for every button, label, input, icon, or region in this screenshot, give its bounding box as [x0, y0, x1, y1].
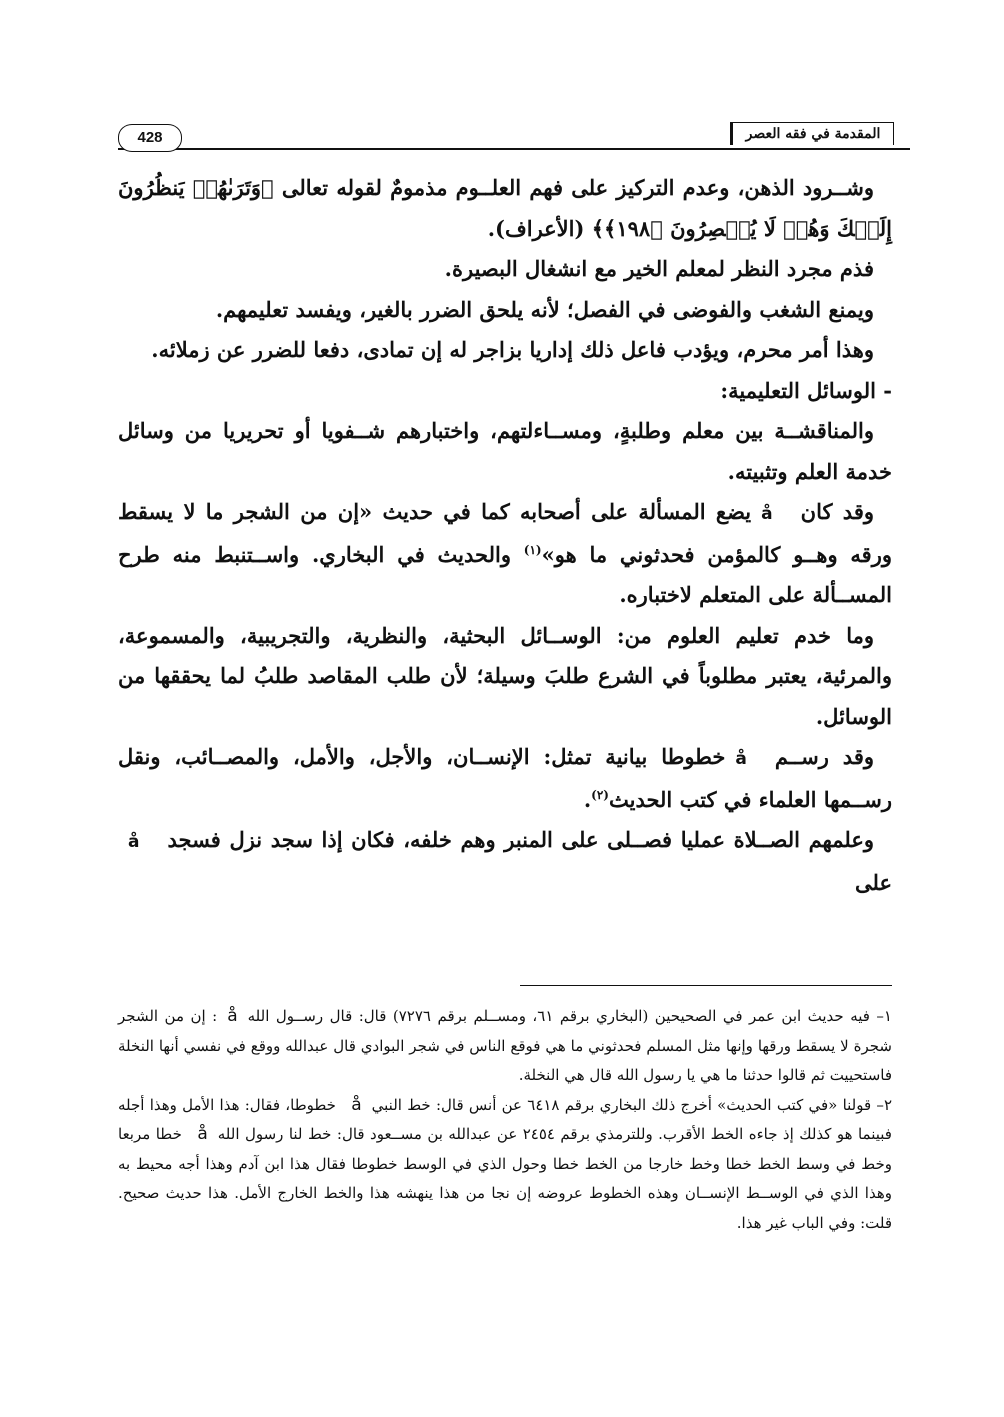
- text-run: على: [855, 869, 892, 895]
- honorific-glyph-icon: å: [128, 832, 140, 852]
- paragraph: فذم مجرد النظر لمعلم الخير مع انشغال البصيرة.: [444, 256, 874, 281]
- text-run: وقد رســم: [774, 744, 875, 769]
- running-title: المقدمة في فقه العصر: [730, 122, 894, 145]
- honorific-glyph-icon: å: [227, 1006, 238, 1026]
- text-run: وقد كان: [800, 499, 874, 524]
- page-number: 428: [118, 124, 182, 152]
- footnote-ref[interactable]: (٢): [591, 787, 609, 802]
- text-run: يضع المسألة على أصحابه كما في حديث «إن من الشجر ما لا يسقط ورقه وهــو كالمؤمن فحدثوني ما هو»: [118, 499, 892, 567]
- text-run: ٢– قولنا «في كتب الحديث» أخرج ذلك البخاري برقم ٦٤١٨ عن أنس قال: خط النبي: [371, 1095, 892, 1114]
- text-run: خطوطا بيانية تمثل: الإنســان، والأجل، والأمل، والمصــائب، ونقل رســمها العلماء في كتب الحديث: [118, 744, 892, 812]
- paragraph: وما خدم تعليم العلوم من: الوســائل البحثية، والنظرية، والتجريبية، والمسموعة، والمرئية، يعتبر مطلوباً في الشرع طلبَ وسيلة؛ لأن طلب المقاصد طلبُ لما يحققها من الوسائل.: [118, 622, 892, 729]
- footnote: [118, 1002, 892, 1091]
- main-text: [118, 168, 892, 903]
- paragraph: والمناقشــة بين معلم وطلبةٍ، ومســاءلتهم، واختبارهم شــفويا أو تحريريا من وسائل خدمة العلم وتثبيته.: [118, 418, 892, 484]
- text-run: : إن من الشجر شجرة لا يسقط ورقها وإنها مثل المسلم فحدثوني ما هي فوقع الناس في شجر البوادي قال عبدالله ووقع في نفسي أنها النخلة فاستحييت ثم قالوا حدثنا ما هي يا رسول الله قال هي النخلة.: [118, 1007, 892, 1084]
- footnotes: [118, 1002, 892, 1238]
- text-run: والحديث في البخاري. واســتنبط منه طرح المســألة على المتعلم لاختباره.: [118, 541, 892, 607]
- paragraph: وشــرود الذهن، وعدم التركيز على فهم العلــوم مذمومٌ لقوله تعالى ﴿وَتَرَىٰهُمۡ يَنظُرُونَ إِلَيۡكَ وَهُمۡ لَا يُبۡصِرُونَ ﴿١٩٨﴾﴾ (الأعراف).: [118, 175, 892, 241]
- paragraph: [118, 492, 892, 616]
- text-run: ١– فيه حديث ابن عمر في الصحيحين (البخاري برقم ٦١، ومســلم برقم ٧٢٧٦) قال: قال رســول الله: [247, 1007, 892, 1025]
- paragraph: ويمنع الشغب والفوضى في الفصل؛ لأنه يلحق الضرر بالغير، ويفسد تعليمهم.: [215, 296, 874, 322]
- footnote: [118, 1091, 892, 1239]
- text-run: خطا مربعا وخط في وسط الخط خطا وخط خارجا من الخط خطا وحول الذي في الوسط خطوطا فقال هذا ابن آدم وهذا أجه محيط به وهذا الذي في الوســط الإنســان وهذه الخطوط عروضه إن نجا من هذا ينهشه هذا والخط الخارج الأمل. هذا حديث صحيح. قلت: وفي الباب غير هذا.: [118, 1125, 892, 1232]
- footnote-rule: [520, 985, 892, 986]
- footnote-ref[interactable]: (١): [523, 542, 542, 557]
- text-run: خطوطا، فقال: هذا الأمل وهذا أجله فبينما هو كذلك إذ جاءه الخط الأقرب. وللترمذي برقم ٢٤٥٤ عن عبدالله بن مســعود قال: خط لنا رسول الله: [118, 1095, 892, 1143]
- paragraph: [118, 737, 892, 820]
- header-rule: [118, 148, 910, 150]
- honorific-glyph-icon: å: [197, 1124, 208, 1144]
- paragraph: [118, 820, 892, 903]
- text-run: وعلمهم الصــلاة عمليا فصــلى على المنبر وهم خلفه، فكان إذا سجد نزل فسجد: [167, 827, 874, 852]
- paragraph: وهذا أمر محرم، ويؤدب فاعل ذلك إداريا بزاجر له إن تمادى، دفعا للضرر عن زملائه.: [151, 337, 874, 362]
- section-heading: - الوسائل التعليمية:: [720, 377, 892, 403]
- text-run: .: [583, 786, 592, 812]
- honorific-glyph-icon: å: [735, 749, 747, 769]
- honorific-glyph-icon: å: [351, 1094, 362, 1115]
- honorific-glyph-icon: å: [761, 504, 773, 524]
